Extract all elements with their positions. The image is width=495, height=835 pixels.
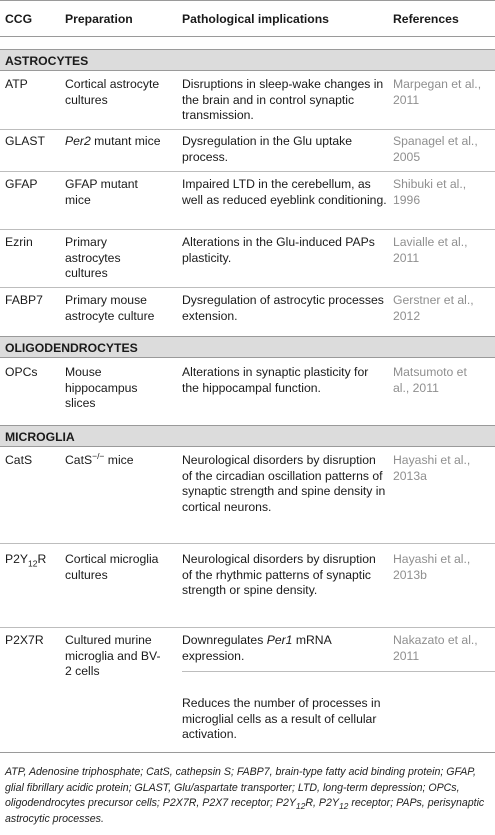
row-gfap-reference: Shibuki et al., 1996 <box>393 177 467 207</box>
row-atp-implications: Disruptions in sleep-wake changes in the brain and in control synaptic transmission. <box>182 77 384 123</box>
row-cats-ccg: CatS <box>5 453 33 467</box>
row-p2x7r-implication-2: Reduces the number of processes in microglial cells as a result of cellular activation. <box>182 696 381 742</box>
row-fabp7-reference: Gerstner et al., 2012 <box>393 293 474 323</box>
row-p2y12r-preparation: Cortical microglia cultures <box>65 552 159 582</box>
gene-name: Per1 <box>266 633 293 647</box>
row-atp-reference: Marpegan et al., 2011 <box>393 77 482 107</box>
table-bottom-rule <box>0 752 495 753</box>
section-label: MICROGLIA <box>5 430 75 444</box>
row-glast-reference: Spanagel et al., 2005 <box>393 134 478 164</box>
row-ezrin-reference: Lavialle et al., 2011 <box>393 235 468 265</box>
row-gfap-preparation: GFAP mutant mice <box>65 177 138 207</box>
header-ccg: CCG <box>5 12 33 26</box>
row-divider <box>0 287 495 288</box>
header-pathological-implications: Pathological implications <box>182 12 329 26</box>
header-references: References <box>393 12 459 26</box>
row-ezrin-implications: Alterations in the Glu-induced PAPs plasticity. <box>182 235 375 265</box>
row-p2x7r-preparation: Cultured murine microglia and BV-2 cells <box>65 633 161 679</box>
row-divider <box>0 543 495 544</box>
row-glast-preparation: Per2 mutant mice <box>65 134 161 148</box>
row-divider <box>0 229 495 230</box>
row-p2x7r-reference: Nakazato et al., 2011 <box>393 633 478 663</box>
row-cats-preparation: CatS−/− mice <box>65 450 134 467</box>
row-atp-ccg: ATP <box>5 77 28 91</box>
row-gfap-ccg: GFAP <box>5 177 38 191</box>
row-fabp7-preparation: Primary mouse astrocyte culture <box>65 293 155 323</box>
row-ezrin-preparation: Primary astrocytes cultures <box>65 235 121 281</box>
row-p2x7r-implication-1: Downregulates Per1 mRNA expression. <box>182 633 332 663</box>
row-p2y12r-ccg: $P2Y_{12}R$ <box>5 552 47 569</box>
row-opcs-preparation: Mouse hippocampus slices <box>65 365 138 411</box>
row-ezrin-ccg: Ezrin <box>5 235 33 249</box>
header-preparation: Preparation <box>65 12 133 26</box>
section-astrocytes <box>0 49 495 71</box>
gene-name: Per2 <box>65 134 91 148</box>
row-divider <box>0 129 495 130</box>
table-footnote: ATP, Adenosine triphosphate; CatS, cathepsin S; FABP7, brain-type fatty acid binding protein; GFAP, glial fibrillary acidic protein; GLAST, Glu/aspartate transporter; LTD, long-term depression; OPCs, oligodendrocytes precursor cells; P2X7R, P2X7 receptor; $P2Y_{12}R$, $P2Y_{12}$ receptor; PAPs, perisynaptic astrocytic processes. <box>5 766 485 825</box>
row-cats-reference: Hayashi et al., 2013a <box>393 453 471 483</box>
section-oligodendrocytes <box>0 336 495 358</box>
row-gfap-implications: Impaired LTD in the cerebellum, as well as reduced eyeblink conditioning. <box>182 177 387 207</box>
row-fabp7-ccg: FABP7 <box>5 293 43 307</box>
section-microglia <box>0 425 495 447</box>
row-cats-implications: Neurological disorders by disruption of the circadian oscillation patterns of synaptic strength and spine density in cortical neurons. <box>182 453 386 514</box>
row-glast-implications: Dysregulation in the Glu uptake process. <box>182 134 353 164</box>
row-p2y12r-implications: Neurological disorders by disruption of the rhythmic patterns of synaptic strength or spine density. <box>182 552 376 598</box>
row-p2y12r-reference: Hayashi et al., 2013b <box>393 552 471 582</box>
row-atp-preparation: Cortical astrocyte cultures <box>65 77 160 107</box>
row-opcs-ccg: OPCs <box>5 365 38 379</box>
row-p2x7r-ccg: P2X7R <box>5 633 44 647</box>
row-divider <box>0 171 495 172</box>
row-fabp7-implications: Dysregulation of astrocytic processes extension. <box>182 293 384 323</box>
table-header <box>0 0 495 37</box>
row-opcs-implications: Alterations in synaptic plasticity for the hippocampal function. <box>182 365 369 395</box>
section-label: ASTROCYTES <box>5 54 89 68</box>
row-glast-ccg: GLAST <box>5 134 45 148</box>
section-label: OLIGODENDROCYTES <box>5 341 138 355</box>
row-divider <box>0 627 495 628</box>
sub-row-divider <box>182 671 495 672</box>
row-opcs-reference: Matsumoto et al., 2011 <box>393 365 467 395</box>
